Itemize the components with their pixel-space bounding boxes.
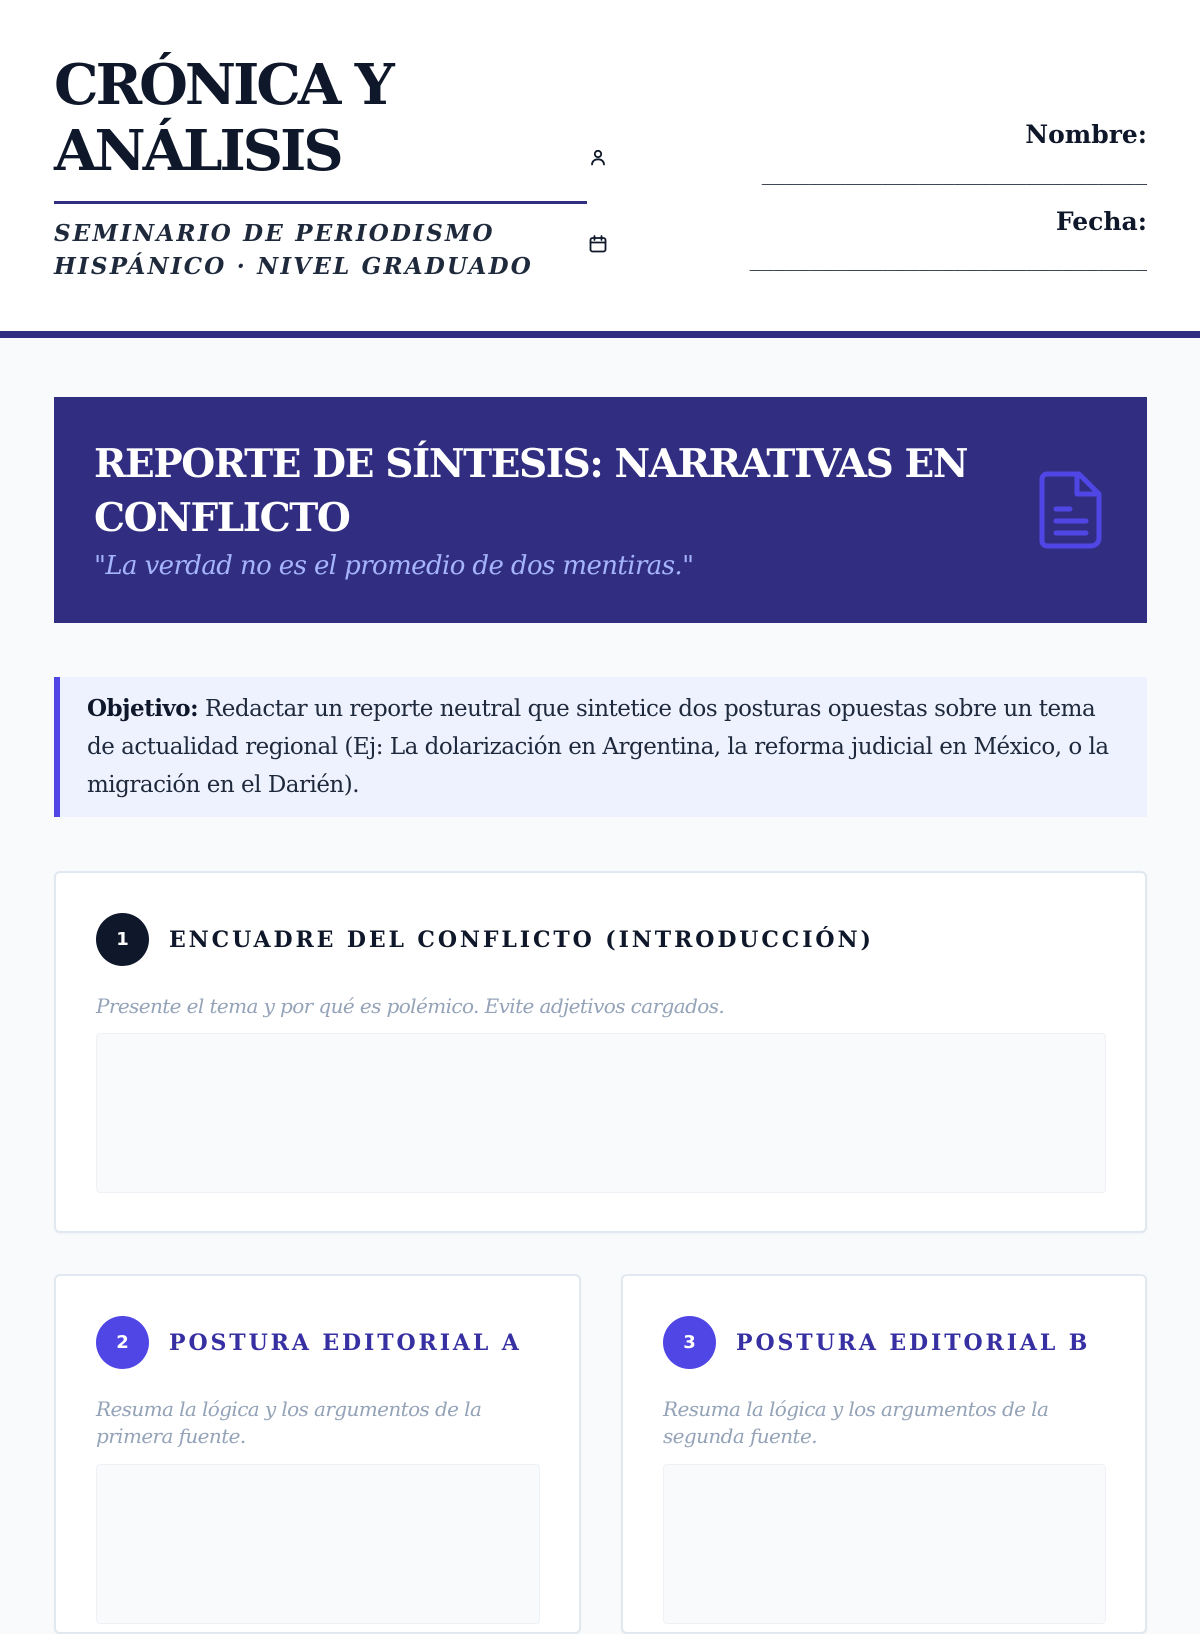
- name-field[interactable]: [762, 120, 1147, 185]
- report-title: REPORTE DE SÍNTESIS: NARRATIVAS EN CONFLICTO: [94, 441, 968, 541]
- publication-subtitle: SEMINARIO DE PERIODISMO HISPÁNICO · NIVEL GRADUADO: [54, 220, 533, 280]
- section-card-position-b: [621, 1274, 1147, 1634]
- section-hint: Resuma la lógica y los argumentos de la segunda fuente.: [663, 1397, 1049, 1448]
- document-icon: [1039, 471, 1103, 549]
- report-banner: [54, 397, 1147, 623]
- page-header: [0, 0, 1200, 338]
- publication-title: CRÓNICA Y ANÁLISIS: [54, 52, 587, 204]
- section-hint: Presente el tema y por qué es polémico. Evite adjetivos cargados.: [96, 994, 725, 1018]
- section-header: [663, 1316, 1090, 1369]
- section-title: ENCUADRE DEL CONFLICTO (INTRODUCCIÓN): [169, 926, 874, 953]
- date-label: Fecha:: [1055, 207, 1147, 236]
- section-title: POSTURA EDITORIAL B: [736, 1329, 1091, 1356]
- date-input-line[interactable]: _________________________________: [749, 247, 1147, 271]
- objective-box: [54, 677, 1147, 817]
- calendar-icon: [587, 233, 609, 255]
- section-hint: Resuma la lógica y los argumentos de la primera fuente.: [96, 1397, 482, 1448]
- name-label: Nombre:: [1025, 120, 1147, 149]
- report-quote: "La verdad no es el promedio de dos mentiras.": [94, 551, 694, 581]
- section-title: POSTURA EDITORIAL A: [169, 1329, 522, 1356]
- section-card-introduction: [54, 871, 1147, 1233]
- section-header: [96, 913, 874, 966]
- objective-text: Redactar un reporte neutral que sintetice dos posturas opuestas sobre un tema de actualidad regional (Ej: La dolarización en Argentina, la reforma judicial en México, o la migración en el Darién).: [87, 696, 1109, 798]
- section-number-badge: 2: [96, 1316, 149, 1369]
- user-icon: [587, 146, 609, 168]
- position-b-answer-area[interactable]: [663, 1464, 1106, 1624]
- section-card-position-a: [54, 1274, 581, 1634]
- objective-label: Objetivo:: [87, 695, 199, 722]
- date-field[interactable]: [750, 207, 1147, 271]
- section-number-badge: 3: [663, 1316, 716, 1369]
- introduction-answer-area[interactable]: [96, 1033, 1106, 1193]
- position-a-answer-area[interactable]: [96, 1464, 540, 1624]
- brand-block: [54, 52, 587, 283]
- section-header: [96, 1316, 522, 1369]
- section-number-badge: 1: [96, 913, 149, 966]
- name-input-line[interactable]: ________________________________: [761, 161, 1147, 185]
